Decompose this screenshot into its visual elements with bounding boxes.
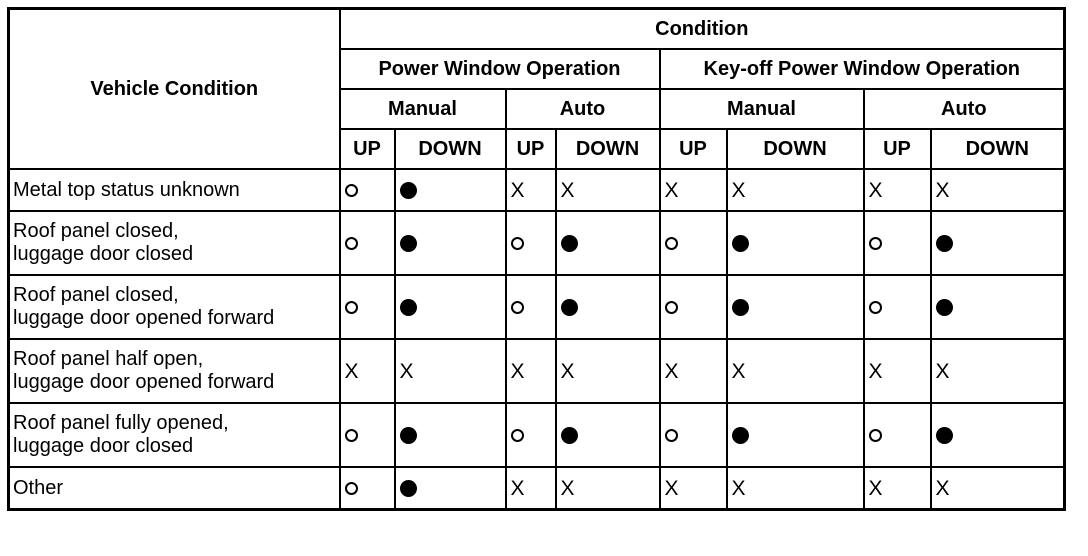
x-mark-icon: X [935,359,950,383]
condition-cell [727,403,864,467]
table-body [9,169,1065,510]
filled-circle-icon [732,235,749,252]
condition-cell [727,339,864,403]
row-label-line: luggage door opened forward [13,371,275,393]
condition-cell [864,467,931,510]
condition-cell [506,339,556,403]
mode-header: Manual [340,89,506,129]
x-mark-icon: X [510,359,525,383]
x-mark-icon: X [935,178,950,202]
open-circle-icon [345,482,358,495]
row-label-line: luggage door closed [13,243,194,265]
condition-cell [340,169,395,211]
filled-circle-icon [732,299,749,316]
condition-cell [506,169,556,211]
open-circle-icon [869,429,882,442]
condition-cell [340,275,395,339]
direction-header: DOWN [556,129,660,169]
condition-cell [506,275,556,339]
open-circle-icon [869,301,882,314]
condition-cell [660,211,727,275]
condition-cell [660,169,727,211]
condition-cell [931,211,1065,275]
condition-cell [340,467,395,510]
condition-cell [660,275,727,339]
x-mark-icon: X [560,359,575,383]
filled-circle-icon [936,235,953,252]
condition-cell [864,275,931,339]
condition-cell [931,403,1065,467]
open-circle-icon [511,429,524,442]
open-circle-icon [345,429,358,442]
direction-header: UP [864,129,931,169]
row-label-line: Metal top status unknown [13,178,240,201]
condition-cell [395,169,506,211]
x-mark-icon: X [664,359,679,383]
x-mark-icon: X [868,359,883,383]
condition-cell [727,169,864,211]
group-header-key-off-power-window: Key-off Power Window Operation [660,49,1065,89]
row-label [9,169,340,211]
condition-cell [727,467,864,510]
mode-header: Auto [506,89,660,129]
table-header [9,9,1065,170]
filled-circle-icon [400,182,417,199]
filled-circle-icon [400,235,417,252]
filled-circle-icon [561,427,578,444]
condition-cell [340,403,395,467]
condition-cell [395,403,506,467]
x-mark-icon: X [510,178,525,202]
filled-circle-icon [400,427,417,444]
condition-cell [660,403,727,467]
filled-circle-icon [400,480,417,497]
power-window-condition-table [7,7,1066,511]
row-label [9,275,340,339]
x-mark-icon: X [868,178,883,202]
condition-cell [727,275,864,339]
open-circle-icon [869,237,882,250]
x-mark-icon: X [731,476,746,500]
condition-cell [556,211,660,275]
condition-cell [395,275,506,339]
mode-header: Manual [660,89,864,129]
condition-cell [556,403,660,467]
row-label-line: luggage door closed [13,435,194,457]
x-mark-icon: X [664,476,679,500]
condition-cell [931,339,1065,403]
filled-circle-icon [561,299,578,316]
open-circle-icon [511,237,524,250]
x-mark-icon: X [560,178,575,202]
filled-circle-icon [936,427,953,444]
condition-cell [556,467,660,510]
row-label-line: Roof panel closed, [13,284,179,306]
row-label-line: Other [13,476,64,499]
condition-cell [556,169,660,211]
row-label [9,467,340,510]
condition-cell [660,339,727,403]
table-row [9,467,1065,510]
condition-cell [395,467,506,510]
condition-header: Condition [340,9,1065,50]
condition-cell [931,275,1065,339]
open-circle-icon [345,237,358,250]
condition-cell [931,467,1065,510]
condition-cell [556,339,660,403]
row-label [9,211,340,275]
condition-cell [556,275,660,339]
row-label-line: Roof panel fully opened, [13,412,229,434]
condition-cell [506,211,556,275]
condition-cell [864,169,931,211]
condition-cell [931,169,1065,211]
x-mark-icon: X [510,476,525,500]
x-mark-icon: X [731,178,746,202]
mode-header: Auto [864,89,1065,129]
direction-header: UP [660,129,727,169]
table-row [9,211,1065,275]
x-mark-icon: X [664,178,679,202]
vehicle-condition-header: Vehicle Condition [9,9,340,170]
table-row [9,275,1065,339]
open-circle-icon [345,301,358,314]
filled-circle-icon [936,299,953,316]
group-header-power-window: Power Window Operation [340,49,660,89]
open-circle-icon [345,184,358,197]
row-label-line: Roof panel half open, [13,348,204,370]
direction-header: DOWN [931,129,1065,169]
condition-cell [660,467,727,510]
filled-circle-icon [561,235,578,252]
condition-cell [506,403,556,467]
x-mark-icon: X [344,359,359,383]
condition-cell [864,211,931,275]
open-circle-icon [665,301,678,314]
condition-cell [727,211,864,275]
open-circle-icon [665,429,678,442]
condition-cell [506,467,556,510]
row-label-line: Roof panel closed, [13,220,179,242]
open-circle-icon [665,237,678,250]
table-row [9,169,1065,211]
condition-cell [395,211,506,275]
x-mark-icon: X [935,476,950,500]
filled-circle-icon [400,299,417,316]
direction-header: UP [340,129,395,169]
table-row [9,339,1065,403]
condition-cell [340,211,395,275]
direction-header: UP [506,129,556,169]
direction-header: DOWN [727,129,864,169]
x-mark-icon: X [560,476,575,500]
condition-cell [864,403,931,467]
direction-header: DOWN [395,129,506,169]
x-mark-icon: X [399,359,414,383]
filled-circle-icon [732,427,749,444]
condition-cell [395,339,506,403]
x-mark-icon: X [868,476,883,500]
open-circle-icon [511,301,524,314]
row-label-line: luggage door opened forward [13,307,275,329]
condition-cell [340,339,395,403]
table-row [9,403,1065,467]
condition-cell [864,339,931,403]
x-mark-icon: X [731,359,746,383]
row-label [9,339,340,403]
row-label [9,403,340,467]
